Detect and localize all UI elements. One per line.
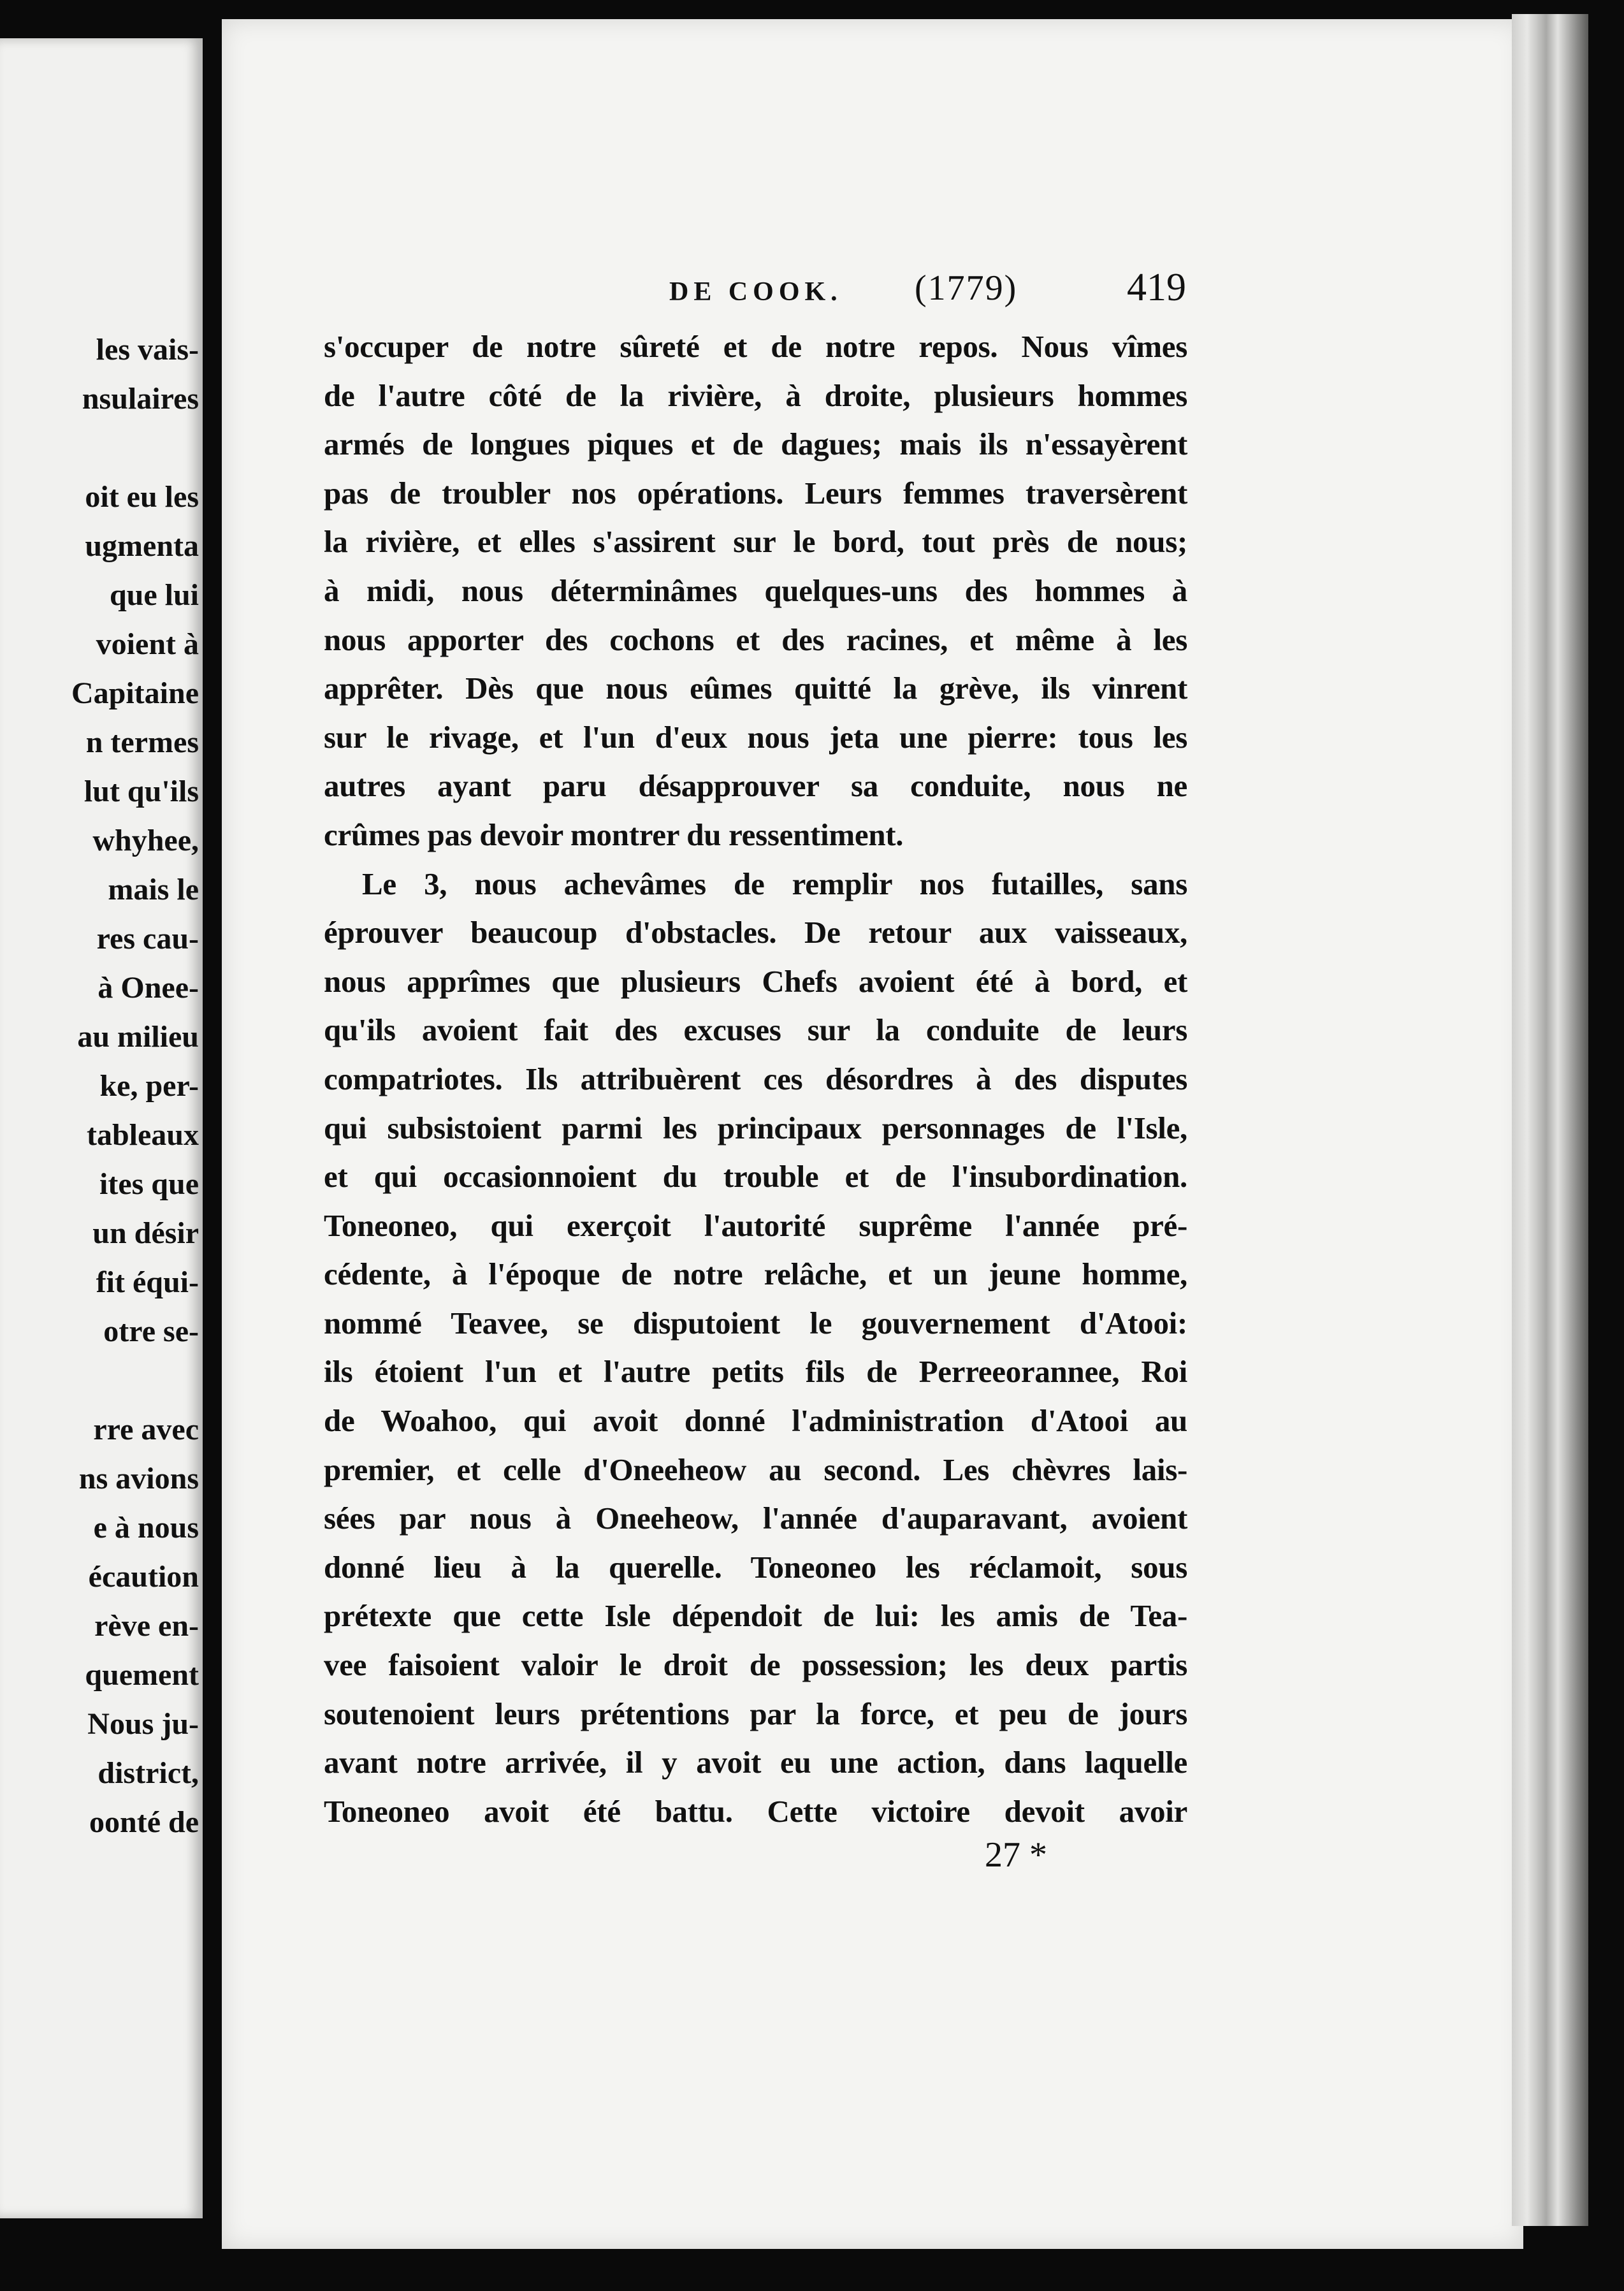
text-line: pas de troubler nos opérations. Leurs femmes traversèrent xyxy=(324,475,1187,511)
text-line: qui subsistoient parmi les principaux personnages de l'Isle, xyxy=(324,1110,1187,1146)
text-line: et qui occasionnoient du trouble et de l'insubordination. xyxy=(324,1159,1187,1195)
left-page-line: lut qu'ils xyxy=(83,775,199,808)
text-line: Toneoneo avoit été battu. Cette victoire devoit avoir xyxy=(324,1793,1187,1829)
left-page-line: district, xyxy=(98,1756,199,1790)
left-page-line: whyhee, xyxy=(92,824,199,857)
text-line: la rivière, et elles s'assirent sur le bord, tout près de nous; xyxy=(324,524,1187,560)
page-edge xyxy=(1512,14,1588,2226)
text-line: apprêter. Dès que nous eûmes quitté la grève, ils vinrent xyxy=(324,671,1187,706)
text-line: donné lieu à la querelle. Toneoneo les réclamoit, sous xyxy=(324,1549,1187,1585)
text-line: éprouver beaucoup d'obstacles. De retour aux vaisseaux, xyxy=(324,915,1187,950)
left-page-line: à Onee- xyxy=(98,971,199,1005)
left-page-line: ites que xyxy=(99,1167,199,1201)
running-head xyxy=(669,265,1192,323)
text-line: vee faisoient valoir le droit de possession; les deux partis xyxy=(324,1647,1187,1683)
text-line: cédente, à l'époque de notre relâche, et un jeune homme, xyxy=(324,1256,1187,1292)
text-line: nous apprîmes que plusieurs Chefs avoient été à bord, et xyxy=(324,963,1187,999)
left-page-line: n termes xyxy=(85,725,199,759)
text-line: de l'autre côté de la rivière, à droite, plusieurs hommes xyxy=(324,377,1187,413)
left-page-line: fit équi- xyxy=(96,1265,199,1299)
left-page-line: quement xyxy=(85,1658,199,1692)
signature-mark: 27 * xyxy=(985,1835,1047,1875)
text-line: avant notre arrivée, il y avoit eu une action, dans laquelle xyxy=(324,1745,1187,1780)
left-page-line: ugmenta xyxy=(85,529,199,563)
text-line: Le 3, nous achevâmes de remplir nos futailles, sans xyxy=(362,866,1187,901)
left-page-line: oonté de xyxy=(89,1805,199,1839)
left-page-line: écaution xyxy=(88,1560,199,1594)
left-page-line: rève en- xyxy=(94,1609,199,1643)
text-line: autres ayant paru désapprouver sa conduite, nous ne xyxy=(324,768,1187,804)
left-page-line: nsulaires xyxy=(82,382,199,416)
left-page-line: au milieu xyxy=(77,1020,199,1054)
text-line: Toneoneo, qui exerçoit l'autorité suprême l'année pré- xyxy=(324,1207,1187,1243)
left-page-line: Capitaine xyxy=(71,676,199,710)
text-line: nous apporter des cochons et des racines, et même à les xyxy=(324,622,1187,657)
text-line: crûmes pas devoir montrer du ressentiment. xyxy=(324,817,904,852)
running-head-title: DE COOK. xyxy=(669,277,843,307)
text-line: prétexte que cette Isle dépendoit de lui: les amis de Tea- xyxy=(324,1598,1187,1634)
text-line: compatriotes. Ils attribuèrent ces désordres à des disputes xyxy=(324,1061,1187,1096)
left-page-line xyxy=(0,423,203,472)
left-page-line: otre se- xyxy=(103,1314,199,1348)
left-page-line: mais le xyxy=(108,873,199,906)
text-line: sées par nous à Oneeheow, l'année d'auparavant, avoient xyxy=(324,1501,1187,1536)
text-line: s'occuper de notre sûreté et de notre repos. Nous vîmes xyxy=(324,329,1187,364)
text-line: ils étoient l'un et l'autre petits fils de Perreeorannee, Roi xyxy=(324,1354,1187,1390)
left-page-line: e à nous xyxy=(93,1511,199,1545)
left-page-line: tableaux xyxy=(86,1118,199,1152)
left-page-text xyxy=(0,325,203,1847)
text-line: à midi, nous déterminâmes quelques-uns des hommes à xyxy=(324,572,1187,608)
left-page-line: un désir xyxy=(92,1216,199,1250)
text-line: sur le rivage, et l'un d'eux nous jeta une pierre: tous les xyxy=(324,719,1187,755)
text-line: nommé Teavee, se disputoient le gouvernement d'Atooi: xyxy=(324,1305,1187,1341)
text-line: premier, et celle d'Oneeheow au second. Les chèvres lais- xyxy=(324,1451,1187,1487)
page-number: 419 xyxy=(1127,266,1186,309)
left-page-line: oit eu les xyxy=(85,480,199,514)
left-page-line: les vais- xyxy=(96,333,199,367)
text-line: soutenoient leurs prétentions par la force, et peu de jours xyxy=(324,1696,1187,1731)
left-page-line: que lui xyxy=(109,578,199,612)
left-page-line: res cau- xyxy=(96,922,199,956)
text-line: armés de longues piques et de dagues; mais ils n'essayèrent xyxy=(324,426,1187,462)
text-line: de Woahoo, qui avoit donné l'administration d'Atooi au xyxy=(324,1403,1187,1439)
body-text xyxy=(324,323,1187,1836)
left-page-line: voient à xyxy=(96,627,199,661)
left-page-line: ke, per- xyxy=(99,1069,199,1103)
left-page-line: ns avions xyxy=(78,1462,199,1495)
text-line: qu'ils avoient fait des excuses sur la conduite de leurs xyxy=(324,1012,1187,1048)
left-page xyxy=(0,38,203,2218)
left-page-line xyxy=(0,1356,203,1405)
left-page-line: rre avec xyxy=(93,1413,199,1446)
left-page-line: Nous ju- xyxy=(87,1707,199,1741)
running-head-year: (1779) xyxy=(915,268,1018,308)
